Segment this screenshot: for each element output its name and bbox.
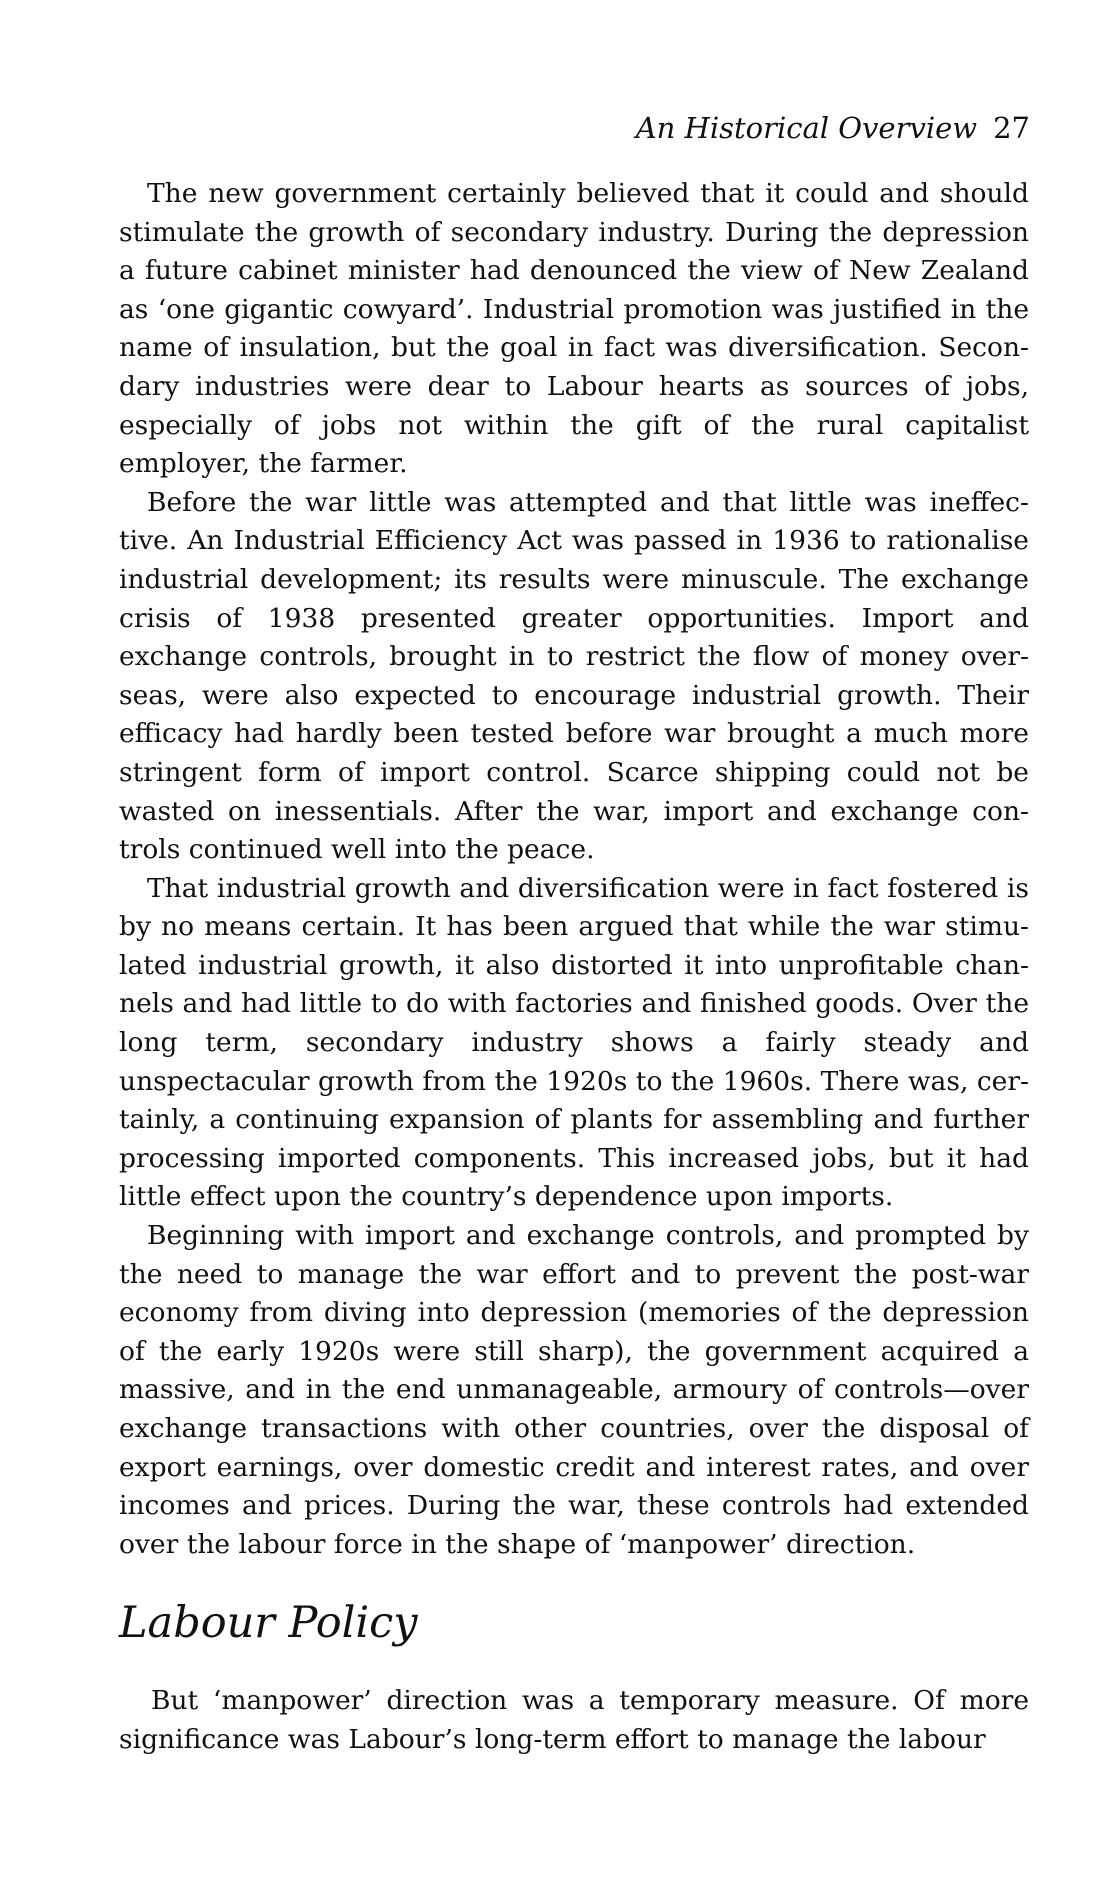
paragraph-3: That industrial growth and diversification were in fact fostered is by no means certain. It has been argued that while the war stimulated industrial growth, it also distorted it into unprofitable channels and had little to do with factories and finished goods. Over the long term, secondary industry shows a fairly steady and unspectacular growth from the 1920s to the 1960s. There was, certainly, a continuing expansion of plants for assembling and further processing imported components. This increased jobs, but it had little effect upon the country’s dependence upon imports. [119,872,1029,1213]
paragraph-1: The new government certainly believed that it could and should stimulate the growth of secondary industry. During the depression a future cabinet minister had denounced the view of New Zealand as ‘one gigantic cowyard’. Industrial promotion was justified in the name of insulation, but the goal in fact was diversification. Secondary industries were dear to Labour hearts as sources of jobs, especially of jobs not within the gift of the rural capitalist employer, the farmer. [119,178,1029,480]
running-head [120,108,1030,148]
section-paragraph-1: But ‘manpower’ direction was a temporary measure. Of more significance was Labour’s long-term effort to manage the labour [119,1685,1029,1755]
paragraph-2: Before the war little was attempted and that little was ineffective. An Industrial Efficiency Act was passed in 1936 to rationalise industrial development; its results were minuscule. The exchange crisis of 1938 presented greater opportunities. Import and exchange controls, brought in to restrict the flow of money overseas, were also expected to encourage industrial growth. Their efficacy had hardly been tested before war brought a much more stringent form of import control. Scarce shipping could not be wasted on inessentials. After the war, import and exchange controls continued well into the peace. [119,486,1029,866]
running-head-title: An Historical Overview [635,111,978,145]
page-number: 27 [993,111,1030,145]
section-body [119,1682,1029,1759]
body-text [119,175,1029,1564]
section-heading: Labour Policy [119,1598,418,1648]
paragraph-4: Beginning with import and exchange controls, and prompted by the need to manage the war effort and to prevent the post-war economy from diving into depression (memories of the depression of the early 1920s were still sharp), the government acquired a massive, and in the end unmanageable, armoury of controls—over exchange transactions with other countries, over the disposal of export earnings, over domestic credit and interest rates, and over incomes and prices. During the war, these controls had extended over the labour force in the shape of ‘manpower’ direction. [119,1220,1029,1560]
